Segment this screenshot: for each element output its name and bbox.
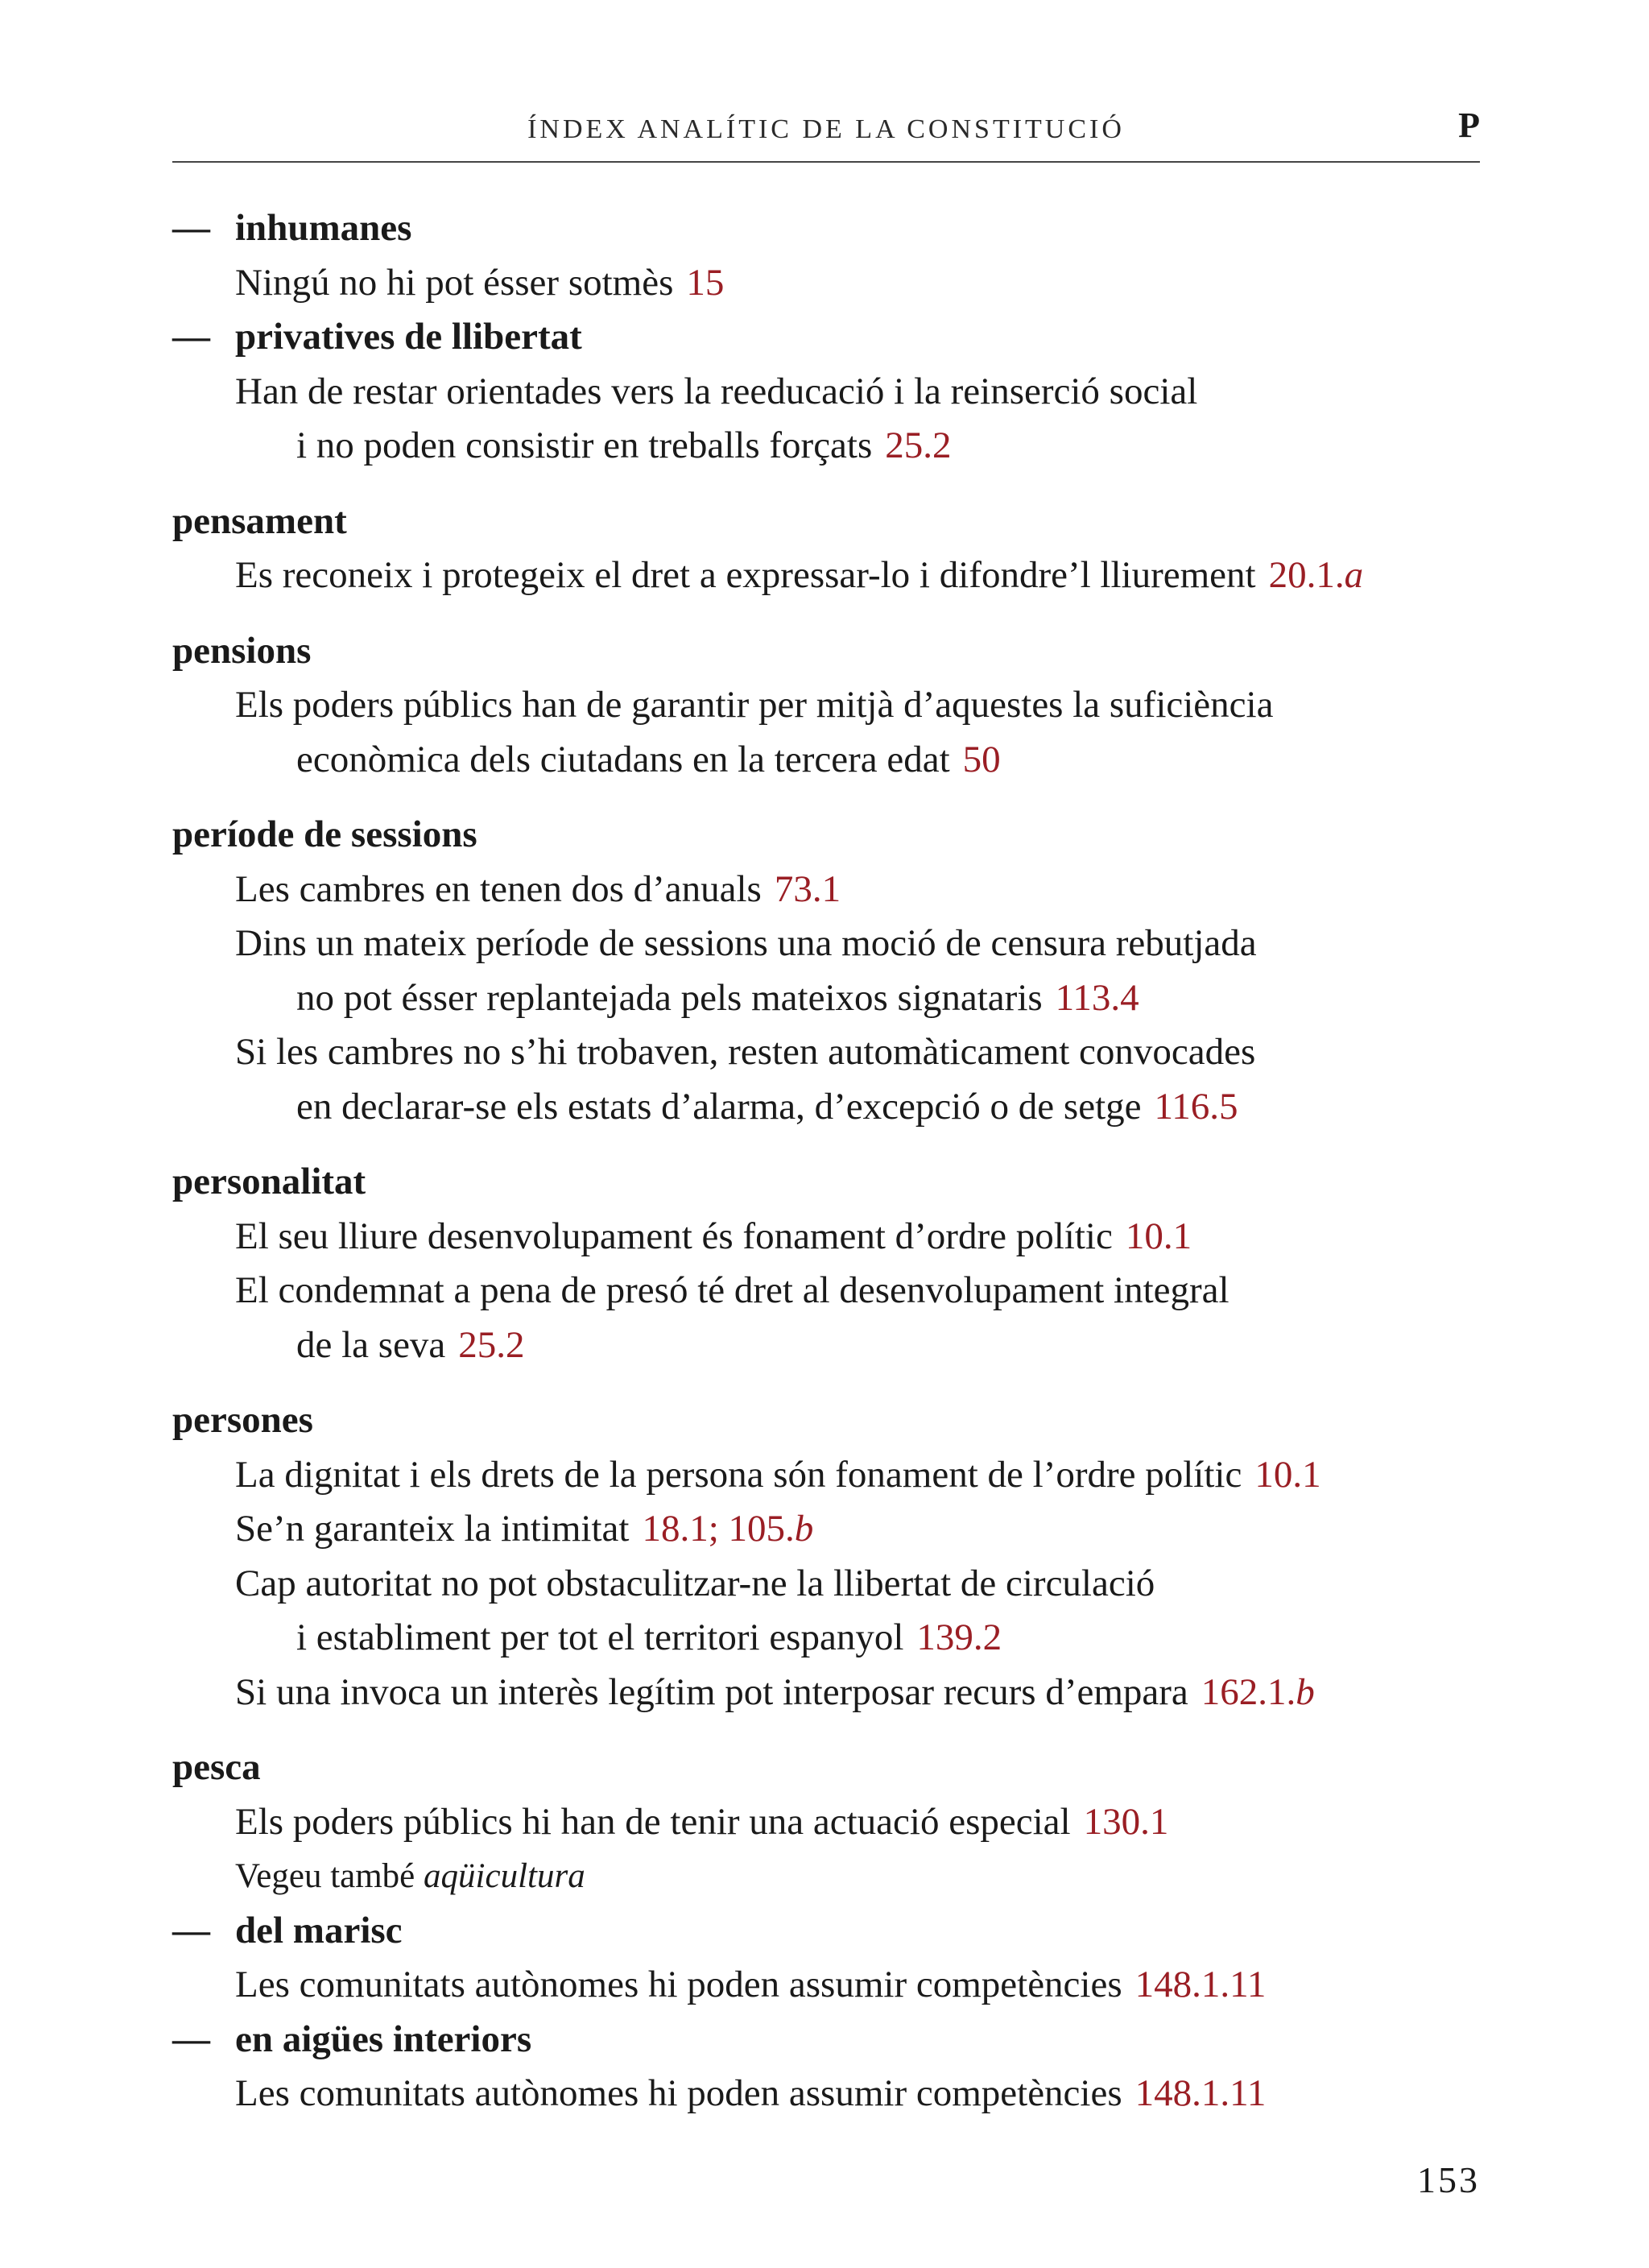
index-description [172, 2067, 1493, 2121]
entry-text: de la seva [296, 1323, 446, 1366]
article-number: 148.1.11 [1134, 1964, 1267, 2005]
article-number: 18.1; 105. [642, 1508, 795, 1550]
entry-text: pensions [172, 629, 312, 672]
entry-text: Vegeu també [235, 1857, 415, 1895]
index-entries [172, 201, 1493, 2121]
page-number: 153 [1417, 2159, 1480, 2200]
entry-text: Ningú no hi pot ésser sotmès [235, 261, 674, 304]
entry-text: La dignitat i els drets de la persona són fonament de l’ordre polític [235, 1453, 1242, 1496]
entry-text: Les comunitats autònomes hi poden assumir competències [235, 2072, 1122, 2114]
index-continuation [172, 1080, 1493, 1135]
index-description [172, 1666, 1493, 1720]
article-number: 130.1 [1083, 1800, 1169, 1843]
article-number: 113.4 [1055, 976, 1139, 1019]
index-description [172, 1958, 1493, 2013]
entry-text: Han de restar orientades vers la reeducació i la reinserció social [235, 370, 1198, 412]
index-subheading [172, 1904, 1493, 1959]
entry-text: privatives de llibertat [235, 316, 582, 358]
index-description [172, 548, 1493, 603]
entry-text: El condemnat a pena de presó té dret al desenvolupament integral [235, 1269, 1230, 1311]
article-number: 10.1 [1125, 1215, 1192, 1257]
index-description [172, 1795, 1493, 1850]
index-subheading [172, 310, 1493, 365]
index-description [172, 1025, 1493, 1080]
article-number: 25.2 [885, 424, 952, 466]
index-description [172, 1264, 1493, 1318]
article-reference [1135, 2072, 1267, 2114]
index-continuation [172, 971, 1493, 1026]
article-reference [885, 424, 951, 466]
index-subheading [172, 2013, 1493, 2067]
index-heading [172, 624, 1493, 679]
article-number: 50 [962, 738, 1001, 780]
article-letter: b [794, 1508, 814, 1550]
article-number: 25.2 [458, 1323, 525, 1366]
index-subheading [172, 201, 1493, 256]
article-reference [963, 739, 1001, 780]
index-description [172, 1557, 1493, 1612]
index-continuation [172, 1611, 1493, 1666]
article-reference [642, 1508, 813, 1550]
index-description [172, 917, 1493, 971]
entry-text: Se’n garanteix la intimitat [235, 1508, 630, 1550]
index-description [172, 1448, 1493, 1503]
entry-text: pensament [172, 499, 347, 542]
index-description [172, 863, 1493, 917]
entry-text: inhumanes [235, 207, 412, 249]
article-reference [1126, 1215, 1192, 1257]
article-reference [1155, 1086, 1238, 1128]
article-reference [1084, 1801, 1169, 1843]
article-reference [1056, 977, 1139, 1019]
page-header [172, 105, 1480, 163]
entry-text: persones [172, 1399, 313, 1441]
see-also [172, 1849, 1493, 1904]
index-continuation [172, 733, 1493, 788]
entry-text: en declarar-se els estats d’alarma, d’excepció o de setge [296, 1085, 1142, 1128]
em-dash: — [172, 316, 210, 358]
index-description [172, 1210, 1493, 1264]
entry-text: personalitat [172, 1161, 366, 1202]
index-heading [172, 1740, 1493, 1795]
index-heading [172, 1155, 1493, 1210]
entry-text: econòmica dels ciutadans en la tercera edat [296, 738, 950, 780]
article-number: 148.1.11 [1134, 2072, 1267, 2114]
entry-text: en aigües interiors [235, 2018, 532, 2060]
article-number: 73.1 [774, 867, 841, 910]
article-reference [775, 868, 841, 910]
em-dash: — [172, 207, 210, 249]
entry-text: Cap autoritat no pot obstaculitzar-ne la llibertat de circulació [235, 1562, 1155, 1604]
article-reference [686, 262, 724, 304]
entry-text: període de sessions [172, 813, 477, 855]
entry-text: Si una invoca un interès legítim pot interposar recurs d’empara [235, 1670, 1188, 1713]
entry-text: Si les cambres no s’hi trobaven, resten automàticament convocades [235, 1031, 1256, 1073]
article-number: 15 [686, 261, 725, 304]
entry-text: Es reconeix i protegeix el dret a expressar-lo i difondre’l lliurement [235, 554, 1256, 596]
entry-text: del marisc [235, 1909, 403, 1951]
entry-text: Els poders públics han de garantir per mitjà d’aquestes la suficiència [235, 684, 1274, 726]
em-dash: — [172, 1909, 210, 1951]
section-letter: P [1458, 106, 1480, 145]
index-heading [172, 808, 1493, 863]
index-description [172, 1502, 1493, 1557]
index-description [172, 678, 1493, 733]
index-heading [172, 495, 1493, 549]
see-also-term: aqüicultura [424, 1857, 585, 1895]
entry-text: i no poden consistir en treballs forçats [296, 424, 873, 466]
entry-text: i establiment per tot el territori espanyol [296, 1616, 904, 1658]
entry-text: Les comunitats autònomes hi poden assumir competències [235, 1964, 1122, 2005]
article-reference [458, 1324, 524, 1366]
article-reference [1201, 1671, 1315, 1713]
article-number: 10.1 [1254, 1453, 1321, 1496]
article-letter: a [1344, 554, 1364, 596]
entry-text: Les cambres en tenen dos d’anuals [235, 867, 762, 910]
index-continuation [172, 1318, 1493, 1373]
em-dash: — [172, 2018, 210, 2060]
article-number: 139.2 [916, 1616, 1002, 1658]
entry-text: Els poders públics hi han de tenir una actuació especial [235, 1800, 1071, 1843]
article-reference [1135, 1964, 1267, 2005]
entry-text: El seu lliure desenvolupament és fonament d’ordre polític [235, 1215, 1113, 1257]
article-number: 20.1. [1268, 554, 1345, 596]
entry-text: no pot ésser replantejada pels mateixos signataris [296, 976, 1043, 1019]
index-continuation [172, 419, 1493, 474]
article-number: 116.5 [1154, 1085, 1238, 1128]
index-heading [172, 1393, 1493, 1448]
running-title: ÍNDEX ANALÍTIC DE LA CONSTITUCIÓ [527, 114, 1125, 144]
article-number: 162.1. [1201, 1670, 1296, 1713]
entry-text: Dins un mateix període de sessions una moció de censura rebutjada [235, 922, 1257, 964]
article-reference [1269, 554, 1364, 596]
index-description [172, 256, 1493, 311]
article-letter: b [1296, 1670, 1315, 1713]
article-reference [916, 1616, 1002, 1658]
article-reference [1254, 1454, 1320, 1496]
entry-text: pesca [172, 1746, 261, 1788]
index-description [172, 365, 1493, 420]
